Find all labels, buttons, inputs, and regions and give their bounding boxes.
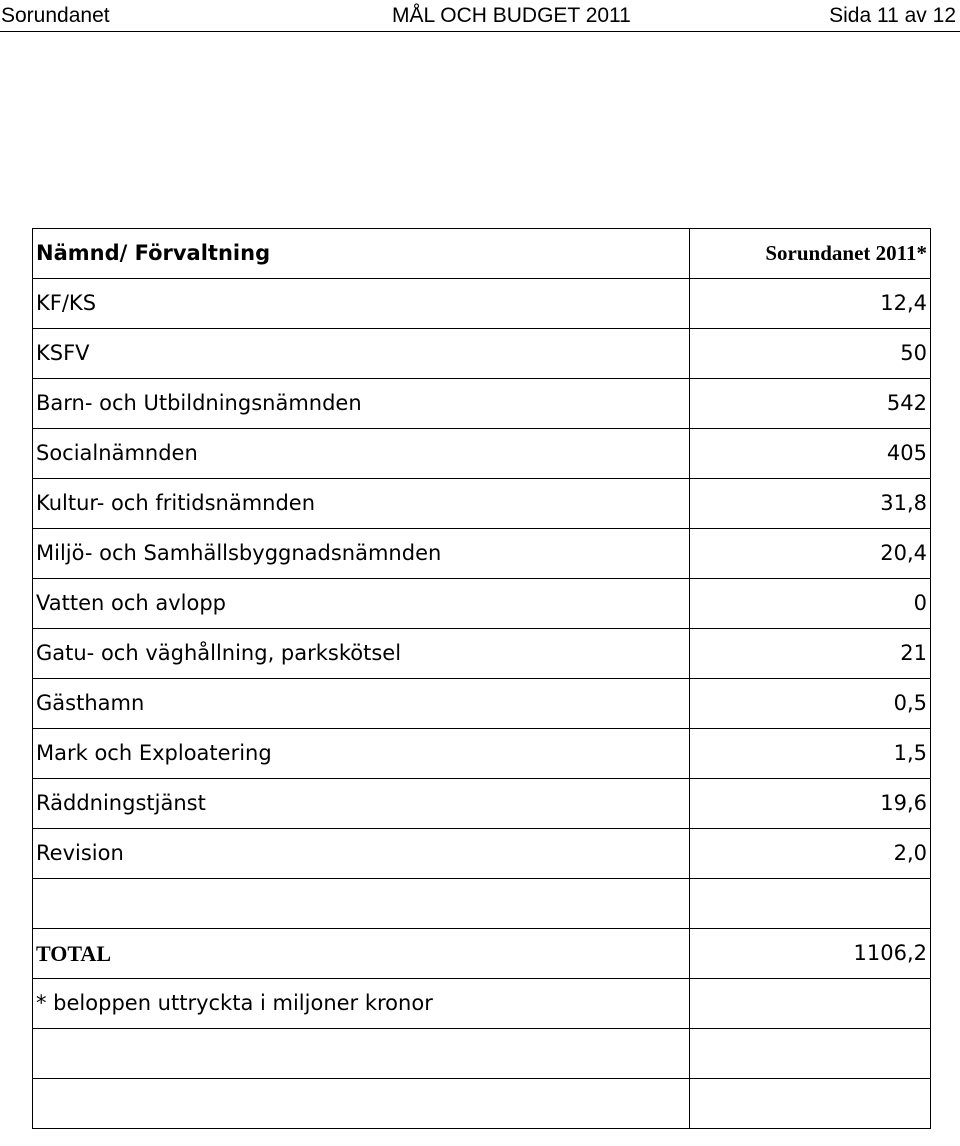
row-value: 31,8 (690, 479, 931, 529)
row-name: KF/KS (33, 279, 690, 329)
total-row (33, 929, 931, 979)
row-name: Socialnämnden (33, 429, 690, 479)
note-row (33, 979, 931, 1029)
row-value: 405 (690, 429, 931, 479)
table-row (33, 429, 931, 479)
row-value: 21 (690, 629, 931, 679)
row-value: 20,4 (690, 529, 931, 579)
table-row (33, 279, 931, 329)
table-row (33, 779, 931, 829)
table-row (33, 729, 931, 779)
table-row (33, 529, 931, 579)
row-value: 0,5 (690, 679, 931, 729)
row-value: 1,5 (690, 729, 931, 779)
empty-row (33, 1029, 931, 1079)
empty-cell (33, 879, 690, 929)
row-name: Gästhamn (33, 679, 690, 729)
table-row (33, 579, 931, 629)
row-value: 2,0 (690, 829, 931, 879)
row-value: 12,4 (690, 279, 931, 329)
row-value: 542 (690, 379, 931, 429)
total-value: 1106,2 (690, 929, 931, 979)
table-row (33, 829, 931, 879)
table-header-row (33, 229, 931, 279)
empty-cell (690, 879, 931, 929)
empty-cell (33, 1029, 690, 1079)
row-name: Gatu- och väghållning, parkskötsel (33, 629, 690, 679)
row-value: 0 (690, 579, 931, 629)
column-header-department: Nämnd/ Förvaltning (33, 229, 690, 279)
table-row (33, 679, 931, 729)
header-document-title: MÅL OCH BUDGET 2011 (392, 4, 631, 27)
budget-table (32, 228, 931, 1129)
row-value: 19,6 (690, 779, 931, 829)
empty-row (33, 879, 931, 929)
table-row (33, 379, 931, 429)
row-name: Barn- och Utbildningsnämnden (33, 379, 690, 429)
header-org-name: Sorundanet (1, 4, 110, 27)
total-label: TOTAL (33, 929, 690, 979)
column-header-budget: Sorundanet 2011* (690, 229, 931, 279)
table-row (33, 329, 931, 379)
table-row (33, 629, 931, 679)
empty-cell (690, 979, 931, 1029)
row-name: Mark och Exploatering (33, 729, 690, 779)
footnote: * beloppen uttryckta i miljoner kronor (33, 979, 690, 1029)
empty-cell (690, 1079, 931, 1129)
table-row (33, 479, 931, 529)
row-name: Miljö- och Samhällsbyggnadsnämnden (33, 529, 690, 579)
row-name: KSFV (33, 329, 690, 379)
header-page-number: Sida 11 av 12 (829, 4, 956, 27)
row-name: Vatten och avlopp (33, 579, 690, 629)
row-name: Revision (33, 829, 690, 879)
empty-cell (33, 1079, 690, 1129)
row-value: 50 (690, 329, 931, 379)
empty-row (33, 1079, 931, 1129)
row-name: Räddningstjänst (33, 779, 690, 829)
page-header (0, 0, 960, 32)
row-name: Kultur- och fritidsnämnden (33, 479, 690, 529)
empty-cell (690, 1029, 931, 1079)
